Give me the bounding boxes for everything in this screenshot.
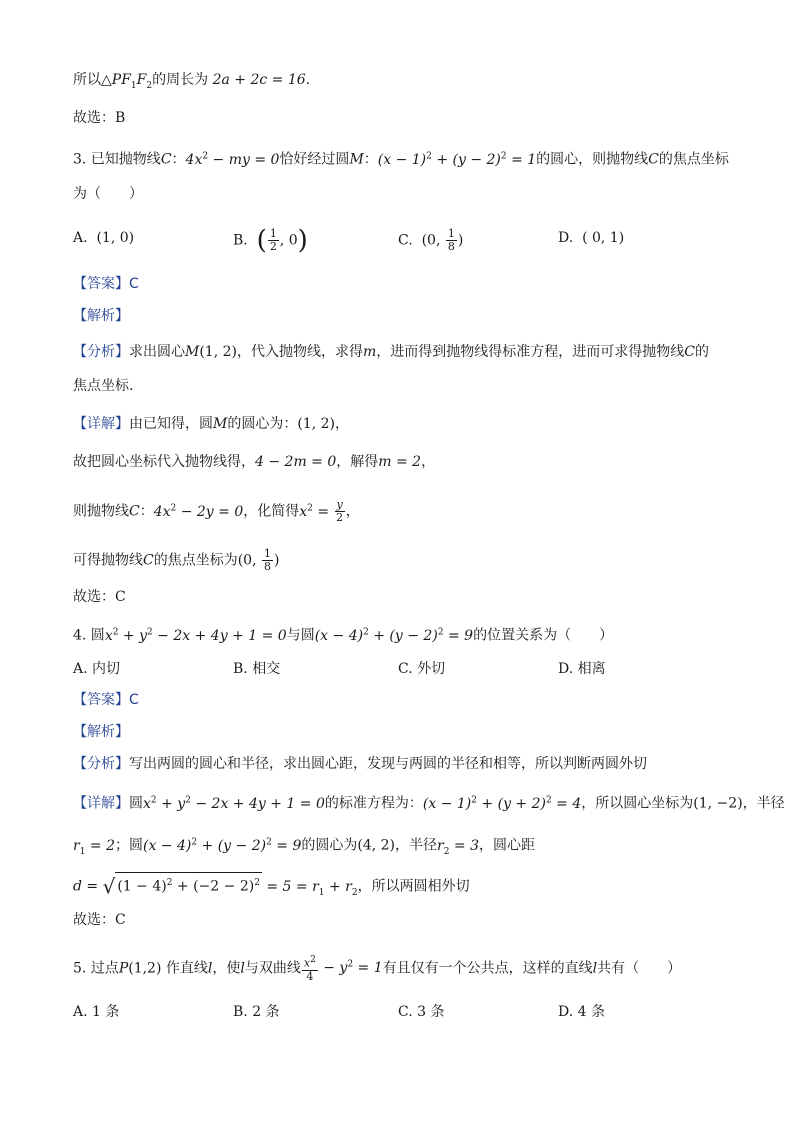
option-3c: C. (0, $\frac{1}{8}$ ) [398, 227, 464, 253]
option-3b: B. ( $\frac{1}{2}$ , 0) [233, 225, 308, 256]
detail-4-line1: 【详解】圆$x^2 + y^2 - 2x + 4y + 1 = 0$的标准方程为：$(x - 1)^2 + (y + 2)^2 = 4$，所以圆心坐标为(1, −2)，半径 [73, 795, 785, 812]
analysis-label: 【解析】 [73, 308, 129, 324]
analysis-3-text: 【分析】求出圆心M(1, 2)，代入抛物线，求得m，进而得到抛物线得标准方程，进而可求得抛物线C的 [73, 344, 709, 360]
question-3-stem-cont: 为（ ） [73, 186, 143, 202]
conclusion-line: 所以$\triangle PF_1F_2$的周长为 2a + 2c = 16. [73, 72, 311, 91]
answer-label: 【答案】C [73, 276, 139, 292]
detail-3-line1: 【详解】由已知得，圆M的圆心为：(1, 2)， [73, 416, 349, 432]
option-5d: D. 4 条 [558, 1004, 605, 1020]
detail-3-line4: 可得抛物线C的焦点坐标为(0, $\frac{1}{8}$ ) [73, 547, 280, 573]
option-5b: B. 2 条 [233, 1004, 280, 1020]
detail-4-line2: $r_1 = 2$；圆$(x - 4)^2 + (y - 2)^2 = 9$的圆心为(4, 2)，半径$r_2 = 3$，圆心距 [73, 837, 535, 857]
detail-3-line2: 故把圆心坐标代入抛物线得，4 − 2m = 0，解得m = 2， [73, 454, 436, 470]
option-4d: D. 相离 [558, 661, 606, 677]
option-4a: A. 内切 [73, 661, 121, 677]
option-4c: C. 外切 [398, 661, 446, 677]
question-3-stem: 3. 已知抛物线C：$4x^2$ − my = 0恰好经过圆M：$(x - 1)^2 + (y - 2)^2 = 1$的圆心，则抛物线C的焦点坐标 [73, 151, 729, 168]
option-4b: B. 相交 [233, 661, 281, 677]
question-5-stem: 5. 过点P(1,2) 作直线l，使l与双曲线 $\frac{x^2}{4}$ − $y^2 = 1$有且仅有一个公共点，这样的直线l共有（ ） [73, 955, 682, 983]
answer-choice-4: 故选：C [73, 912, 126, 928]
detail-3-line3: 则抛物线C：$4x^2 - 2y = 0$，化简得$x^2$ = $\frac{y}{2}$ ， [73, 498, 360, 525]
option-3a: A. (1, 0) [73, 230, 135, 246]
analysis-label-4: 【解析】 [73, 724, 129, 740]
answer-label-4: 【答案】C [73, 692, 139, 708]
analysis-3-text-cont: 焦点坐标. [73, 378, 134, 394]
option-3d: D. ( 0, 1) [558, 230, 625, 246]
option-5a: A. 1 条 [73, 1004, 120, 1020]
option-5c: C. 3 条 [398, 1004, 445, 1020]
analysis-4-text: 【分析】写出两圆的圆心和半径，求出圆心距，发现与两圆的半径和相等，所以判断两圆外切 [73, 756, 647, 772]
answer-choice-line: 故选：B [73, 110, 126, 126]
detail-4-line3: d = √ $(1 - 4)^2 + (-2 - 2)^2 = 5 = r_1 + r_2$，所以两圆相外切 [73, 872, 470, 902]
question-4-stem: 4. 圆$x^2 + y^2 - 2x + 4y + 1 = 0$与圆$(x - 4)^2 + (y - 2)^2 = 9$的位置关系为（ ） [73, 627, 614, 644]
answer-choice-3: 故选：C [73, 589, 126, 605]
